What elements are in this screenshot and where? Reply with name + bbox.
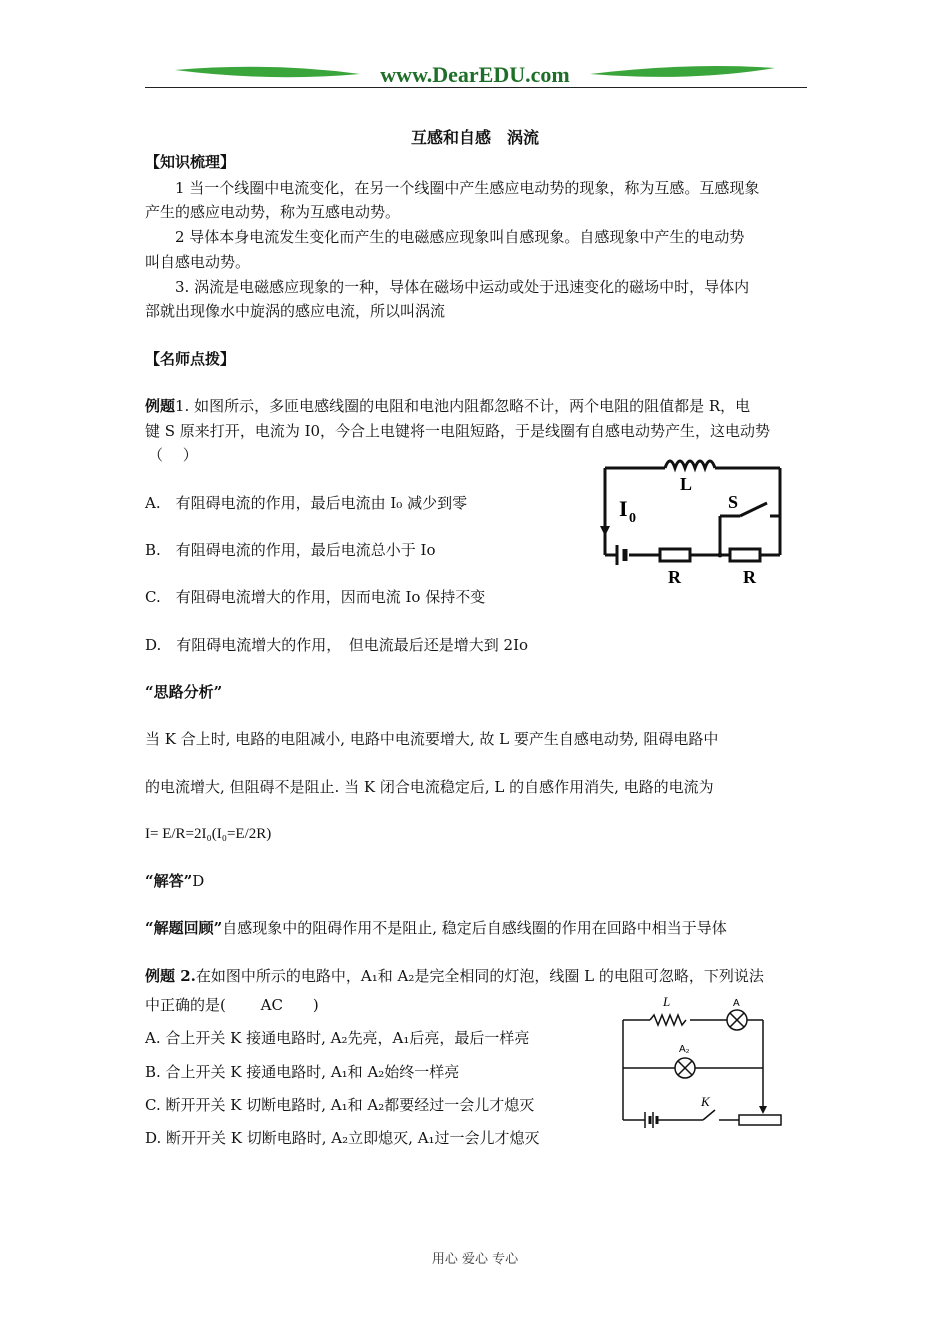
label-a2: A₂ [679, 1044, 690, 1055]
label-i0: I [619, 496, 628, 521]
current-arrow-icon [600, 526, 610, 536]
analysis-line1: 当 K 合上时, 电路的电阻减小, 电路中电流要增大, 故 L 要产生自感电动势, 阻碍电路中 [145, 730, 719, 748]
answer-line [145, 869, 204, 893]
label-i0-sub: 0 [629, 511, 636, 526]
review-text: 自感现象中的阻碍作用不是阻止, 稳定后自感线圈的作用在回路中相当于导体 [222, 919, 727, 937]
analysis-heading: “思路分析” [145, 683, 223, 701]
answer-value: D [192, 872, 205, 890]
label-r1: R [668, 567, 681, 587]
footer-text: 用心 爱心 专心 [431, 1252, 519, 1267]
tips-heading: 【名师点拨】 [145, 350, 236, 368]
ex2-label: 例题 2. [145, 967, 196, 985]
switch-s [740, 503, 767, 516]
slider-arrow-icon [759, 1106, 767, 1114]
rheostat [739, 1115, 781, 1125]
inductor-coil [665, 461, 715, 468]
knowledge-p3b: 部就出现像水中旋涡的感应电流，所以叫涡流 [145, 302, 446, 320]
ex1-line3: （ ） [148, 446, 198, 464]
ex2-option-d: D. 断开开关 K 切断电路时, A₂立即熄灭, A₁过一会儿才熄灭 [145, 1129, 540, 1147]
review-label: “解题回顾” [145, 919, 223, 937]
ex2-option-b: B. 合上开关 K 接通电路时, A₁和 A₂始终一样亮 [145, 1063, 460, 1081]
label-l2: L [663, 994, 671, 1009]
label-r2: R [743, 567, 756, 587]
ex1-label: 例题 [145, 397, 176, 415]
switch-k [703, 1110, 715, 1120]
knowledge-p3a: 3. 涡流是电磁感应现象的一种，导体在磁场中运动或处于迅速变化的磁场中时，导体内 [175, 278, 750, 296]
resistor-1 [660, 549, 690, 561]
ex1-option-a: A. 有阻碍电流的作用，最后电流由 I₀ 减少到零 [145, 494, 468, 512]
review-line [145, 916, 727, 940]
circuit-diagram-2 [615, 990, 795, 1130]
label-l: L [680, 474, 693, 494]
ex2-line1-text: 在如图中所示的电路中，A₁和 A₂是完全相同的灯泡，线圈 L 的电阻可忽略，下列说法 [195, 967, 764, 985]
formula: I= E/R=2I₀(I₀=E/2R) [145, 826, 272, 842]
ex1-option-b: B. 有阻碍电流的作用，最后电流总小于 Io [145, 541, 436, 559]
ex1-line1-text: 1. 如图所示，多匝电感线圈的电阻和电池内阻都忽略不计，两个电阻的阻值都是 R，电 [175, 397, 751, 415]
logo-text: www.DearEDU.com [380, 62, 570, 87]
label-s: S [728, 492, 739, 512]
ex1-line2: 键 S 原来打开，电流为 I0，今合上电键将一电阻短路，于是线圈有自感电动势产生，这电动势 [145, 422, 771, 440]
knowledge-p1b: 产生的感应电动势，称为互感电动势。 [145, 203, 401, 221]
ex1-line1 [145, 394, 750, 418]
knowledge-p2b: 叫自感电动势。 [145, 253, 251, 271]
knowledge-p2a: 2 导体本身电流发生变化而产生的电磁感应现象叫自感现象。自感现象中产生的电动势 [175, 228, 745, 246]
ex2-option-c: C. 断开开关 K 切断电路时, A₁和 A₂都要经过一会儿才熄灭 [145, 1096, 535, 1114]
page-title: 互感和自感 涡流 [410, 128, 539, 147]
circuit-diagram-1 [595, 448, 790, 590]
resistor-2 [730, 549, 760, 561]
ex2-line1 [145, 964, 764, 988]
knowledge-heading: 【知识梳理】 [145, 153, 236, 171]
ex2-line2: 中正确的是( AC ) [145, 996, 319, 1014]
ex2-option-a: A. 合上开关 K 接通电路时, A₂先亮，A₁后亮，最后一样亮 [145, 1029, 530, 1047]
analysis-line2: 的电流增大, 但阻碍不是阻止. 当 K 闭合电流稳定后, L 的自感作用消失, 电路的电流为 [145, 778, 714, 796]
dearedu-logo [170, 60, 780, 90]
label-k: K [701, 1094, 710, 1109]
ex1-option-d: D. 有阻碍电流增大的作用， 但电流最后还是增大到 2Io [145, 636, 529, 654]
label-a1: A [733, 998, 740, 1009]
answer-label: “解答” [145, 872, 193, 890]
inductor-l [650, 1015, 686, 1025]
knowledge-p1a: 1 当一个线圈中电流变化，在另一个线圈中产生感应电动势的现象，称为互感。互感现象 [175, 179, 760, 197]
header-rule [145, 87, 807, 88]
ex1-option-c: C. 有阻碍电流增大的作用，因而电流 Io 保持不变 [145, 588, 486, 606]
